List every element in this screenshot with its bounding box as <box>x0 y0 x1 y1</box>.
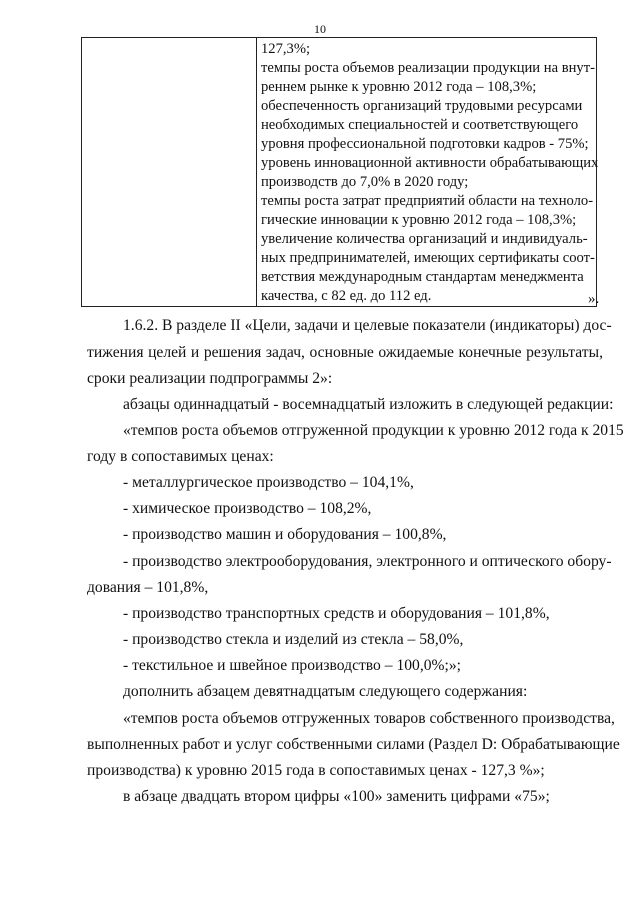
paragraph-line: «темпов роста объемов отгруженной продукции к уровню 2012 года к 2015 <box>123 422 624 439</box>
table-cell-line: темпы роста объемов реализации продукции на внут- <box>261 60 595 76</box>
table-cell-line: ветствия международным стандартам менеджмента <box>261 269 584 285</box>
table-cell-line: уровень инновационной активности обрабатывающих <box>261 155 599 171</box>
paragraph-line: производства) к уровню 2015 года в сопоставимых ценах - 127,3 %»; <box>87 762 545 779</box>
table-cell-line: производств до 7,0% в 2020 году; <box>261 174 469 190</box>
paragraph-line: абзацы одиннадцатый - восемнадцатый изложить в следующей редакции: <box>123 396 614 413</box>
paragraph-line: году в сопоставимых ценах: <box>87 448 274 465</box>
list-item: - металлургическое производство – 104,1%, <box>123 474 414 491</box>
table-cell-line: уровня профессиональной подготовки кадров - 75%; <box>261 136 589 152</box>
list-item: - производство машин и оборудования – 100,8%, <box>123 526 447 543</box>
table-cell-line: реннем рынке к уровню 2012 года – 108,3%; <box>261 79 537 95</box>
table-cell-line: ных предпринимателей, имеющих сертификаты соот- <box>261 250 595 266</box>
list-item: - химическое производство – 108,2%, <box>123 500 372 517</box>
paragraph-line: тижения целей и решения задач, основные ожидаемые конечные результаты, <box>87 344 603 361</box>
table-closing-quote: ». <box>588 291 600 307</box>
list-item: - производство стекла и изделий из стекла – 58,0%, <box>123 631 464 648</box>
paragraph-line: дополнить абзацем девятнадцатым следующего содержания: <box>123 683 528 700</box>
paragraph-line: выполненных работ и услуг собственными силами (Раздел D: Обрабатывающие <box>87 736 620 753</box>
list-item: - текстильное и швейное производство – 100,0%;»; <box>123 657 461 674</box>
table-cell-line: гические инновации к уровню 2012 года – 108,3%; <box>261 212 577 228</box>
paragraph-line: в абзаце двадцать втором цифры «100» заменить цифрами «75»; <box>123 788 550 805</box>
table-cell-line: необходимых специальностей и соответствующего <box>261 117 579 133</box>
table-cell-line: 127,3%; <box>261 41 311 57</box>
list-item: - производство электрооборудования, электронного и оптического обору- <box>123 553 612 570</box>
table-cell-line: темпы роста затрат предприятий области на техноло- <box>261 193 594 209</box>
table-cell-line: обеспеченность организаций трудовыми ресурсами <box>261 98 583 114</box>
table-cell-line: увеличение количества организаций и индивидуаль- <box>261 231 588 247</box>
paragraph-line: сроки реализации подпрограммы 2»: <box>87 370 333 387</box>
list-item: - производство транспортных средств и оборудования – 101,8%, <box>123 605 550 622</box>
list-item: дования – 101,8%, <box>87 579 209 596</box>
paragraph-line: «темпов роста объемов отгруженных товаров собственного производства, <box>123 710 615 727</box>
table-cell-line: качества, с 82 ед. до 112 ед. <box>261 288 432 304</box>
page-number: 10 <box>314 22 326 36</box>
paragraph-line: 1.6.2. В разделе II «Цели, задачи и целевые показатели (индикаторы) дос- <box>123 317 612 334</box>
